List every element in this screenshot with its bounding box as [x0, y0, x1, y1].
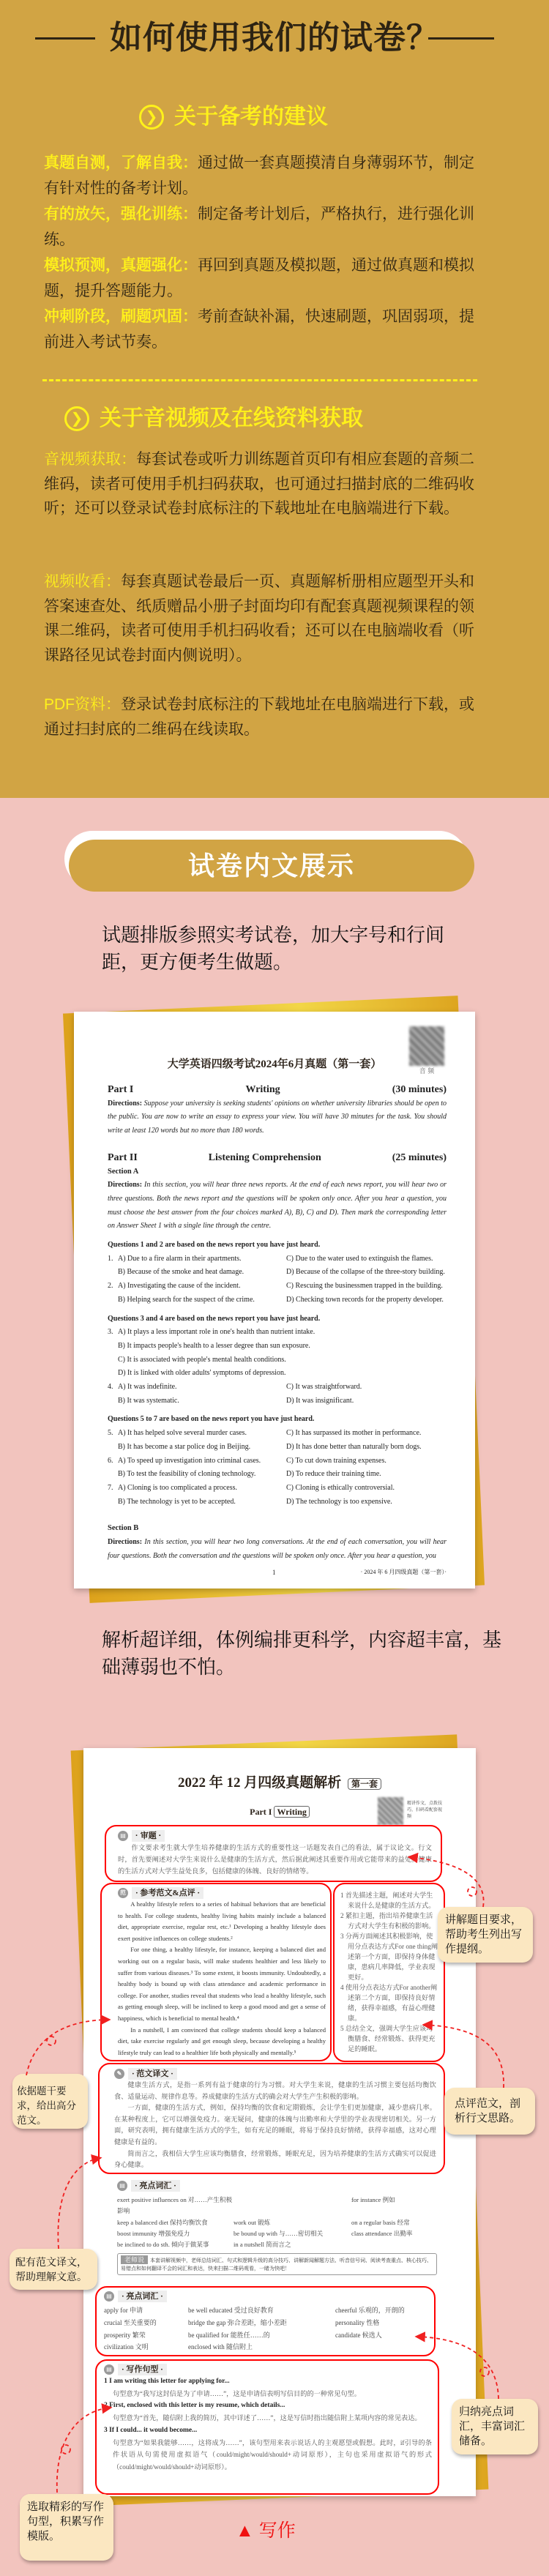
pattern-explanation: 句型意为“如果我能够……，这将成为……”，该句型用来表示说话人的主观愿望或假想。此时，if引导的条件状语从句需使用虚拟语气（could/might/would/should+动词原形），主句也采用虚拟语气的形式（could/might/would/should+动词原形）。 — [113, 2438, 432, 2471]
qr-label: 音 频 — [419, 1067, 435, 1075]
chevron-circle-icon: ❯ — [64, 406, 89, 431]
vocab-item: candidate 候选人 — [335, 2331, 382, 2339]
part2-directions: Directions: In this section, you will hear three news reports. At the end of each news report, you will hear two or three questions. Both the news report and the questions will be spoken only once. After you hear a question, you must choose the best answer from the four choices marked A), B), C) and D). Then mark the corresponding letter on Answer Sheet 1 with a single line through the centre. — [108, 1181, 447, 1231]
media-heading-text: 关于音视频及在线资料获取 — [100, 406, 363, 430]
question-number: 4. — [108, 1383, 113, 1392]
vocab-item: be qualified for 能胜任……的 — [188, 2331, 270, 2339]
option-left: A) It plays a less important role in one's health than nutrient intake. — [118, 1328, 315, 1337]
vocab-item: cheerful 乐观的，开朗的 — [335, 2307, 405, 2314]
book-icon: ▤ — [104, 2291, 114, 2301]
exam-title: 大学英语四级考试2024年6月真题（第一套） — [167, 1059, 382, 1070]
analysis-part: Part I Writing — [83, 1807, 476, 1818]
analysis-title: 2022 年 12 月四级真题解析 第一套 — [83, 1772, 476, 1791]
vocab-item: on a regular basis 经常 — [351, 2218, 410, 2226]
section-a: Section A — [108, 1167, 139, 1176]
arrow-outline — [410, 1857, 484, 1907]
vocab-item: in a nutshell 简而言之 — [234, 2241, 291, 2249]
note-item: 5 总结全文，强调大学生应该均衡膳食、经常锻炼、获得更充足的睡眠。 — [340, 2025, 436, 2053]
option-right: D) It was insignificant. — [286, 1396, 354, 1405]
pattern-explanation: 句型意为“首先，随信附上我的简历，其中详述了……”，这是写信时指出随信附上某项内容的常见表达。 — [113, 2414, 422, 2422]
callout-translation: 配有范文译文，帮助理解文意。 — [10, 2249, 97, 2290]
pen-icon: ✎ — [114, 2069, 124, 2079]
section-b: Section B — [108, 1524, 139, 1533]
option-left: B) It has become a star police dog in Beijing. — [118, 1442, 251, 1451]
note-item: 4 使用分点表达方式For another阐述第二个方面，即保持良好情绪，获得幸福感，有益心理健康。 — [340, 1984, 438, 2022]
option-left: A) It was indefinite. — [118, 1383, 177, 1392]
question-number: 5. — [108, 1429, 113, 1438]
document-icon: ▤ — [104, 2364, 114, 2375]
teacher-tag: 老师说 — [121, 2255, 148, 2264]
question-number: 2. — [108, 1282, 113, 1291]
vocab-item: bridge the gap 弥合差距，缩小差距 — [188, 2318, 287, 2326]
question-number: 3. — [108, 1328, 113, 1337]
vocab-item: enclosed with 随信附上 — [188, 2343, 253, 2351]
note-item: 3 分两方面阐述其积极影响，使用分点表达方式For one thing阐述第一个方面，即保持身体健康，患病几率降低，学业表现更好。 — [340, 1933, 438, 1981]
book-icon: ▤ — [117, 2181, 127, 2191]
option-left: A) Due to a fire alarm in their apartments. — [118, 1254, 242, 1263]
callout-model: 依据题干要求，给出高分范文。 — [12, 2074, 88, 2129]
media-item: 音视频获取：每套试卷或听力训练题首页印有相应套题的音频二维码，读者可使用手机扫码获取，也可通过扫描封底的二维码收听；还可以登录试卷封底标注的下载地址在电脑端进行下载。 — [44, 451, 474, 517]
review-icon: ▤ — [118, 1831, 128, 1841]
arrow-review — [425, 2025, 504, 2088]
option-right: C) Cloning is ethically controversial. — [286, 1483, 395, 1492]
option-left: B) Helping search for the suspect of the crime. — [118, 1295, 255, 1304]
option-left: A) Investigating the cause of the incident. — [118, 1282, 241, 1291]
option-left: B) It impacts people's health to a lesser degree than sun exposure. — [118, 1341, 310, 1350]
note-item: 2 紧扣主题，指出培养健康生活方式对大学生有积极的影响。 — [340, 1912, 436, 1930]
option-right: D) The technology is too expensive. — [286, 1497, 392, 1506]
option-left: A) Cloning is too complicated a process. — [118, 1483, 238, 1492]
showcase-subtitle: 试题排版参照实考试卷，加大字号和行间距，更方便考生做题。 — [102, 924, 445, 973]
vocab-item: crucial 至关重要的 — [104, 2318, 157, 2326]
arrow-model — [26, 2020, 108, 2075]
vocab-item: prosperity 繁荣 — [104, 2331, 146, 2339]
question-number: 1. — [108, 1254, 113, 1263]
pattern-sentence: 1 I am writing this letter for applying for... — [104, 2378, 230, 2385]
vocab-item: boost immunity 增强免疫力 — [117, 2229, 190, 2237]
vocab-item: be well educated 受过良好教育 — [188, 2307, 274, 2314]
vocab-item: be bound up with 与……密切相关 — [234, 2229, 324, 2237]
option-left: D) It is linked with older adults' symptoms of depression. — [118, 1369, 286, 1378]
option-right: D) Checking town records for the property developer. — [286, 1295, 444, 1304]
prep-heading-text: 关于备考的建议 — [174, 105, 328, 129]
question-number: 6. — [108, 1456, 113, 1465]
option-left: C) It is associated with people's mental health conditions. — [118, 1355, 286, 1364]
option-left: B) It was systematic. — [118, 1396, 179, 1405]
vocab-item: apply for 申请 — [104, 2307, 143, 2314]
option-right: C) Rescuing the businessmen trapped in the building. — [286, 1282, 443, 1291]
prep-item: 模拟预测，真题强化：再回到真题及模拟题，通过做真题和模拟题，提升答题能力。 — [44, 257, 474, 299]
prep-item: 冲刺阶段，刷题巩固：考前查缺补漏，快速刷题，巩固弱项，提前进入考试节奏。 — [44, 308, 474, 351]
footer-text: · 2024 年 6 月四级真题（第一套）· — [360, 1568, 447, 1575]
vocab-item: for instance 例如 — [351, 2196, 395, 2203]
media-item: 视频收看：每套真题试卷最后一页、真题解析册相应题型开头和答案速查处、纸质赠品小册子封面均印有配套真题视频课程的领课二维码，读者可使用手机扫码收看；还可以在电脑端收看（听课路径见试卷封面内侧说明）。 — [44, 573, 474, 664]
page-title: 如何使用我们的试卷？ — [110, 20, 439, 56]
arrow-patterns — [57, 2408, 110, 2493]
chevron-circle-icon: ❯ — [139, 105, 164, 130]
pattern-explanation: 句型意为“我写这封信是为了申请……”，这是申请信表明写信目的的一种常见句型。 — [113, 2389, 361, 2397]
prep-item: 有的放矢，强化训练：制定备考计划后，严格执行，进行强化训练。 — [44, 206, 474, 248]
question-number: 7. — [108, 1483, 113, 1492]
callout-patterns: 选取精彩的写作句型，积累写作模版。 — [20, 2494, 113, 2561]
qr-text: 精讲作文，点拨技巧，扫码看配套视频 — [407, 1802, 443, 1819]
vocab-item: exert positive influences on 对……产生积极影响 — [117, 2196, 233, 2215]
question-group-header: Questions 3 and 4 are based on the news report you have just heard. — [108, 1314, 321, 1323]
option-right: D) Because of the collapse of the three-story building. — [286, 1268, 445, 1277]
option-left: B) The technology is yet to be accepted. — [118, 1497, 236, 1506]
sectionb-directions: Directions: In this section, you will hear two long conversations. At the end of each conversation, you will hear four questions. Both the conversation and the questions will be spoken only once. After you hear a question, you — [108, 1538, 447, 1560]
question-group-header: Questions 5 to 7 are based on the news report you have just heard. — [108, 1415, 315, 1424]
callout-vocab: 归纳亮点词汇，丰富词汇储备。 — [452, 2399, 538, 2454]
option-right: C) Due to the water used to extinguish the flames. — [286, 1254, 433, 1263]
option-left: A) To speed up investigation into criminal cases. — [118, 1456, 261, 1465]
teacher-note: 老师说 本套讲解视频中，老师总结词汇、句式和逻辑升级的高分技巧、讲解新闻解题方法、听音信号词、阅读考查重点、核心技巧、易错点和如何翻译不会的词汇和表达，快来扫描二维码观看，一睹为快吧！ — [117, 2253, 437, 2275]
vocab-box: ▤ · 亮点词汇 · apply for 申请 be well educated 受过良好教育 cheerful 乐观的，开朗的 crucial 至关重要的 bridge the gap 弥合差距，缩小差距 personality 性格 prosperity 繁荣 be qualified for 能胜任……的 candidate 候选人 civilization 文明 enclosed with 随信附上 — [95, 2286, 436, 2356]
pattern-sentence: 3 If I could... it would become... — [104, 2426, 198, 2434]
triangle-up-icon: ▲ — [236, 2520, 254, 2541]
vocab-section: ▤ · 亮点词汇 · exert positive influences on 对……产生积极影响 for instance 例如 keep a balanced diet 保持均衡饮食 work out 锻炼 on a regular basis 经常 boost immunity 增强免疫力 be bound up with 与……密切相关 class attendance 出勤率 be inclined to do sth. 倾向于做某事 in a nutshell 简而言之 — [117, 2180, 439, 2250]
option-right: C) It has surpassed its mother in performance. — [286, 1429, 422, 1438]
vocab-item: work out 锻炼 — [234, 2218, 271, 2226]
option-right: D) It has done better than naturally born dogs. — [286, 1442, 422, 1451]
option-right: D) To reduce their training time. — [286, 1470, 381, 1479]
vocab-item: keep a balanced diet 保持均衡饮食 — [117, 2218, 208, 2226]
vocab-item: class attendance 出勤率 — [351, 2229, 413, 2237]
vocab-item: be inclined to do sth. 倾向于做某事 — [117, 2241, 209, 2249]
option-left: B) Because of the smoke and heat damage. — [118, 1268, 244, 1277]
translation-box: ✎ · 范文译文 · 健康生活方式，是指一系列有益于健康的行为习惯。对大学生来说，健康的生活习惯主要包括均衡饮食、适量运动、规律作息等。养成健康的生活方式的确会对大学生产生积极的影响。 一方面，健康的生活方式，例如，保持均衡的饮食和定期锻炼，会让学生们更加健康，减少患病几率。在某种程度上，它可以增强免疫力。毫无疑问，健康的体魄与出勤率和大学里的学业表现密切相关。另一方面，研究表明，拥有健康生活方式的学生，如有充足的睡眠，将易于保持良好情绪，获得幸福感，这对心理健康是有益的。 简而言之，我相信大学生应该均衡膳食，经常锻炼，睡眠充足，因为培养健康的生活方式确实可以促进身心健康。 — [98, 2063, 445, 2174]
callout-outline: 讲解题目要求，帮助考生列出写作提纲。 — [438, 1907, 533, 1963]
part2-row: Part II Listening Comprehension (25 minutes) — [108, 1151, 447, 1163]
vocab-item: personality 性格 — [335, 2318, 380, 2326]
showcase-subtitle: 解析超详细，体例编排更科学，内容超丰富，基础薄弱也不怕。 — [102, 1629, 502, 1678]
question-group-header: Questions 1 and 2 are based on the news report you have just heard. — [108, 1241, 321, 1250]
option-left: B) To test the feasibility of cloning technology. — [118, 1470, 256, 1479]
review-box: ▤ · 审题 · 作文要求考生就大学生培养健康的生活方式的重要性这一话题发表自己的看法，属于议论文。行文时，首先要阐述对大学生来说什么是健康的生活方式，然后据此阐述其重要作用或它能带来的益处。健康的生活方式对大学生益处良多，包括健康的体魄、良好的情绪等。 — [105, 1825, 442, 1882]
note-item: 1 首先描述主题，阐述对大学生来说什么是健康的生活方式。 — [340, 1892, 436, 1909]
arrow-translation — [58, 2158, 100, 2249]
model-essay-box: 范 · 参考范文&点评 · A healthy lifestyle refers to a series of habitual behaviors that are beneficial to health. For college students, healthy living habits mainly include a balanced diet, appropriate exercise, regular rest, etc.¹ Developing a healthy lifestyle does exert positive influences on college students.² For one thing, a healthy lifestyle, for instance, keeping a balanced diet and working out on a regular basis, will make students healthier and less likely to suffer from various diseases.³ To some extent, it boosts immunity. Undoubtedly, a healthy body is bound up with class attendance and academic performance in college. For another, studies reveal that students who lead a healthy lifestyle, such as getting enough sleep, will be inclined to keep a good mood and get a sense of happiness, which is beneficial to mental health.⁴ In a nutshell, I am convinced that college students should keep a balanced diet, take exercise regularly and get enough sleep, because developing a healthy lifestyle truly can lead to a healthier life both physically and mentally.⁵ — [100, 1883, 332, 2061]
set-badge: 第一套 — [348, 1778, 381, 1790]
pattern-sentence: 2 First, enclosed with this letter is my resume, which details... — [104, 2402, 285, 2410]
showcase-title: 试卷内文展示 — [69, 840, 474, 892]
essay-icon: 范 — [118, 1888, 128, 1898]
media-item: PDF资料：登录试卷封底标注的下载地址在电脑端进行下载，或通过扫封底的二维码在线读取。 — [44, 696, 474, 738]
caption: ▲ 写作 — [236, 2520, 296, 2541]
prep-item: 真题自测，了解自我：通过做一套真题摸清自身薄弱环节，制定有针对性的备考计划。 — [44, 154, 474, 197]
page-number: 1 — [272, 1568, 276, 1576]
callout-review: 点评范文，剖析行文思路。 — [444, 2088, 535, 2135]
option-left: A) It has helped solve several murder cases. — [118, 1429, 247, 1438]
part1-row: Part I Writing (30 minutes) — [108, 1084, 447, 1095]
option-right: C) To cut down training expenses. — [286, 1456, 386, 1465]
part1-directions: Directions: Suppose your university is seeking students' opinions on whether university libraries should be open to the public. You are now to write an essay to express your view. You will have 30 minutes for the task. You should write at least 120 words but no more than 180 words. — [108, 1099, 447, 1135]
patterns-box: ▤ · 写作句型 · 1 I am writing this letter for applying for... 句型意为“我写这封信是为了申请……”，这是申请信表明写信目的的一种常见句型。 2 First, enclosed with this letter is my resume, which details... 句型意为“首先，随信附上我的简历，其中详述了……”，这是写信时指出随信附上某项内容的常见表达。 3 If I could... it would become... 句型意为“如果我能够……，这将成为……”，该句型用来表示说话人的主观愿望或假想。此时，if引导的条件状语从句需使用虚拟语气（could/might/would/should+动词原形），主句也采用虚拟语气的形式（could/might/would/should+动词原形）。 — [95, 2359, 439, 2495]
vocab-item: civilization 文明 — [104, 2343, 149, 2351]
option-right: C) It was straightforward. — [286, 1383, 362, 1392]
